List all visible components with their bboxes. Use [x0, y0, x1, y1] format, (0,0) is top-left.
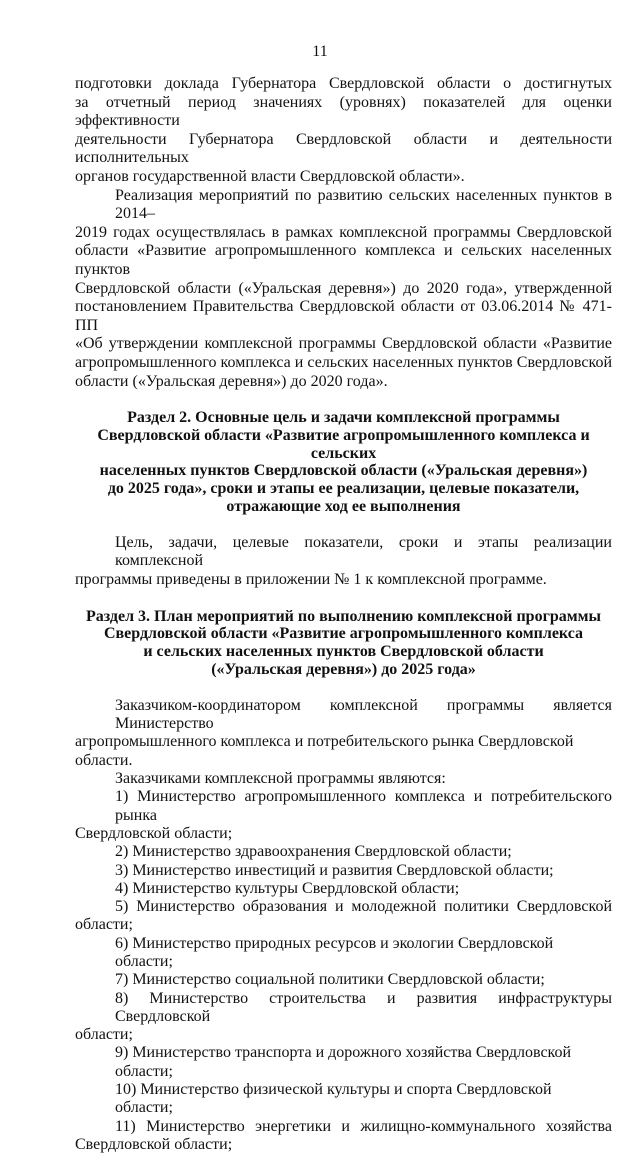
- list-item-line: [75, 990, 612, 1027]
- text-line: области («Уральская деревня») до 2020 года».: [75, 372, 388, 390]
- text-line: Цель, задачи, целевые показатели, сроки и этапы реализации комплексной: [115, 533, 612, 570]
- list-item-number: 7): [115, 971, 129, 989]
- text-line: деятельности Губернатора Свердловской области и деятельности исполнительных: [75, 130, 612, 167]
- list-item-text: Министерство культуры Свердловской области;: [132, 879, 460, 897]
- spacer: [75, 391, 612, 409]
- text-line: Свердловской области («Уральская деревня») до 2020 года», утвержденной: [75, 279, 612, 297]
- list-item: [75, 1081, 612, 1118]
- spacer: [75, 516, 612, 534]
- heading-line: населенных пунктов Свердловской области («Уральская деревня»): [99, 462, 588, 480]
- heading-line: и сельских населенных пунктов Свердловской области: [143, 643, 544, 661]
- text-line: программы приведены в приложении № 1 к комплексной программе.: [75, 571, 547, 589]
- text-line: «Об утверждении комплексной программы Свердловской области «Развитие: [75, 335, 612, 353]
- list-item-continuation: Свердловской области;: [75, 824, 233, 842]
- list-item-text: Министерство образования и молодежной политики Свердловской: [136, 898, 613, 916]
- list-item: [75, 1044, 612, 1081]
- heading-line: Свердловской области «Развитие агропромышленного комплекса: [103, 625, 584, 643]
- page-number: 11: [312, 43, 328, 60]
- list-item-number: 2): [115, 843, 129, 861]
- list-item: [75, 880, 612, 898]
- list-item: [75, 898, 612, 935]
- list-item-line: [75, 843, 612, 861]
- list-item-number: 10): [115, 1081, 137, 1099]
- list-item-text: Министерство энергетики и жилищно-коммунального хозяйства: [146, 1117, 613, 1135]
- text-line: Заказчиком-координатором комплексной программы является Министерство: [115, 696, 612, 733]
- list-item-text: Министерство природных ресурсов и экологии Свердловской области;: [115, 934, 554, 970]
- section-2-paragraph: [75, 534, 612, 590]
- heading-line: («Уральская деревня») до 2025 года»: [211, 661, 476, 679]
- list-item-number: 4): [115, 879, 129, 897]
- section-3-heading: [75, 608, 612, 679]
- list-item-line: [75, 862, 612, 880]
- list-item-continuation: Свердловской области;: [75, 1135, 233, 1153]
- list-item-text: Министерство строительства и развития инфраструктуры Свердловской: [115, 989, 612, 1025]
- customers-intro: Заказчиками комплексной программы являются:: [115, 770, 446, 788]
- customers-list: [75, 788, 612, 1154]
- list-item-line: [75, 1081, 612, 1118]
- list-item-number: 1): [115, 788, 129, 806]
- section-3-body: [75, 697, 612, 1154]
- list-item-text: Министерство здравоохранения Свердловской области;: [132, 843, 512, 861]
- list-item-text: Министерство агропромышленного комплекса и потребительского рынка: [115, 788, 612, 824]
- paragraph-continuation: [75, 75, 612, 187]
- list-item-number: 8): [115, 989, 129, 1007]
- heading-line: до 2025 года», сроки и этапы ее реализации, целевые показатели,: [107, 480, 580, 498]
- spacer: [75, 590, 612, 608]
- section-2-heading: [75, 409, 612, 516]
- list-item-number: 6): [115, 934, 129, 952]
- text-line: агропромышленного комплекса и сельских населенных пунктов Свердловской: [75, 353, 612, 371]
- list-item-line: [75, 971, 612, 989]
- list-item: [75, 788, 612, 843]
- list-item-line: [75, 1118, 612, 1136]
- list-item-text: Министерство социальной политики Свердловской области;: [132, 971, 545, 989]
- text-line: агропромышленного комплекса и потребительского рынка Свердловской области.: [75, 733, 574, 769]
- heading-line: Раздел 2. Основные цель и задачи комплексной программы: [127, 409, 560, 427]
- text-line: области «Развитие агропромышленного комплекса и сельских населенных пунктов: [75, 242, 612, 278]
- paragraph-implementation: [75, 187, 612, 392]
- heading-line: отражающие ход ее выполнения: [226, 498, 461, 516]
- text-line: за отчетный период значениях (уровнях) показателей для оценки эффективности: [75, 93, 612, 130]
- list-item: [75, 935, 612, 972]
- heading-line: Свердловской области «Развитие агропромышленного комплекса и сельских: [97, 426, 590, 462]
- list-item: [75, 1118, 612, 1155]
- list-item: [75, 971, 612, 989]
- list-item-continuation: области;: [75, 916, 133, 934]
- text-line: подготовки доклада Губернатора Свердловской области о достигнутых: [75, 75, 612, 92]
- heading-line: Раздел 3. План мероприятий по выполнению комплексной программы: [85, 607, 602, 625]
- spacer: [75, 679, 612, 697]
- list-item-line: [75, 1044, 612, 1081]
- text-line: органов государственной власти Свердловской области».: [75, 167, 465, 185]
- list-item-number: 11): [115, 1117, 136, 1135]
- list-item: [75, 843, 612, 861]
- list-item: [75, 862, 612, 880]
- list-item-line: [75, 880, 612, 898]
- text-line: Реализация мероприятий по развитию сельских населенных пунктов в 2014–: [115, 186, 612, 223]
- list-item-number: 3): [115, 861, 129, 879]
- list-item-line: [75, 788, 612, 825]
- list-item-continuation: области;: [75, 1026, 133, 1044]
- list-item-number: 5): [115, 898, 129, 916]
- list-item-text: Министерство физической культуры и спорта Свердловской области;: [115, 1081, 552, 1117]
- list-item-text: Министерство транспорта и дорожного хозяйства Свердловской области;: [115, 1044, 572, 1080]
- text-line: постановлением Правительства Свердловской области от 03.06.2014 № 471-ПП: [75, 298, 612, 334]
- list-item-line: [75, 898, 612, 916]
- list-item-line: [75, 935, 612, 972]
- list-item-text: Министерство инвестиций и развития Свердловской области;: [132, 861, 554, 879]
- text-line: 2019 годах осуществлялась в рамках комплексной программы Свердловской: [75, 223, 612, 241]
- list-item-number: 9): [115, 1044, 129, 1062]
- list-item: [75, 990, 612, 1045]
